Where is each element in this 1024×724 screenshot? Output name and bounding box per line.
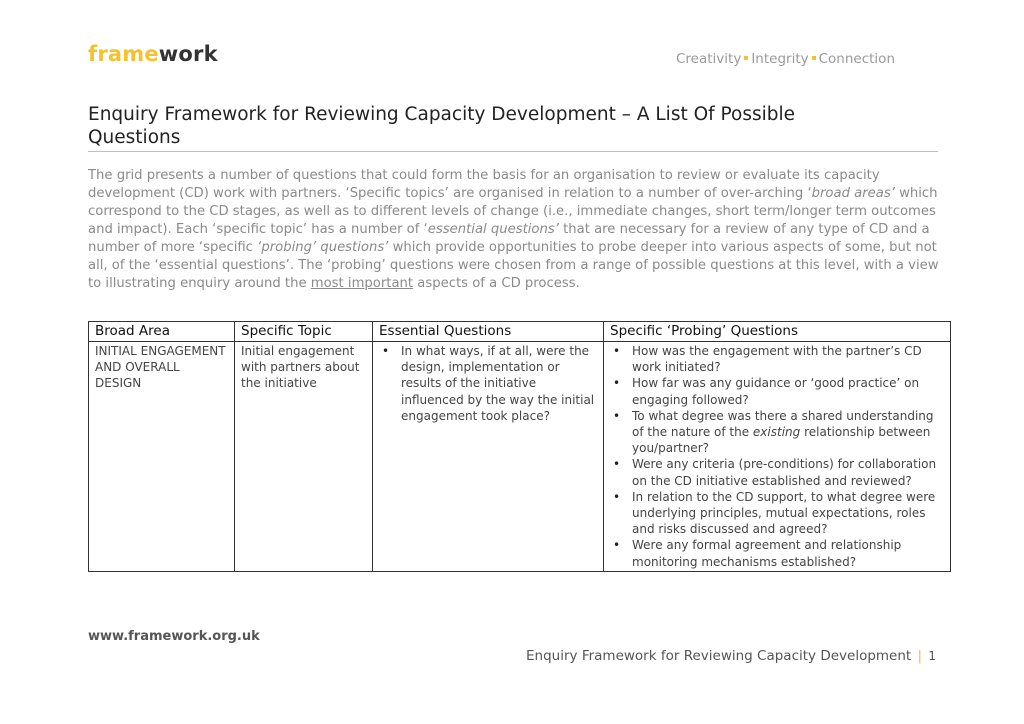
website-url: www.framework.org.uk	[88, 629, 260, 644]
intro-text: The grid presents a number of questions that could form the basis for an organisation to review or evaluate its capacity development (CD) work with partners. ‘Specific topics’ are organised in relation to a number of over-arching ‘	[88, 168, 880, 201]
tagline	[676, 51, 895, 67]
table-header-row	[89, 322, 951, 342]
intro-text: which provide opportunities to probe deeper into various aspects of some, but not all, of the ‘essential questions’. The ‘probing’ questions were chosen from a range of possible questions at this level, with a view to illustrating enquiry around the	[88, 240, 939, 291]
framework-logo	[88, 42, 218, 66]
page-footer	[526, 648, 936, 664]
bullet-square-icon	[744, 56, 748, 60]
essential-questions-list	[379, 343, 597, 424]
intro-emphasis: ‘probing’ questions’	[257, 240, 389, 255]
intro-text: aspects of a CD process.	[413, 276, 580, 291]
intro-underline: most important	[310, 276, 414, 291]
intro-text: that are necessary for a review of any type of CD and a number of more ‘specific	[88, 222, 930, 255]
tagline-creativity: Creativity	[675, 51, 742, 67]
intro-emphasis: broad areas’	[811, 186, 895, 201]
list-item: • How was the engagement with the partner’s CD work initiated?	[610, 343, 944, 375]
cell-specific-topic: Initial engagement with partners about the initiative	[235, 342, 373, 572]
table-row	[89, 342, 951, 572]
cell-essential-questions	[373, 342, 604, 572]
page-title: Enquiry Framework for Reviewing Capacity Development – A List Of Possible Questions	[88, 104, 796, 148]
intro-paragraph	[88, 167, 940, 293]
list-item: • In what ways, if at all, were the design, implementation or results of the initiative influenced by the way the initial engagement took place?	[379, 343, 597, 424]
header-specific-topic: Specific Topic	[235, 322, 373, 342]
list-item-text: relationship between you/partner?	[632, 425, 931, 456]
page-number: 1	[928, 649, 936, 663]
list-item: • How far was any guidance or ‘good practice’ on engaging followed?	[610, 375, 944, 407]
intro-text: which correspond to the CD stages, as well as to different levels of change (i.e., immediate changes, short term/longer term outcomes and impact). Each ‘specific topic’ has a number of ‘	[88, 186, 938, 237]
list-item-emphasis: existing	[752, 425, 801, 440]
footer-separator: |	[917, 648, 923, 664]
header-essential-questions: Essential Questions	[373, 322, 604, 342]
questions-table	[88, 321, 951, 572]
list-item: • Were any formal agreement and relationship monitoring mechanisms established?	[610, 537, 944, 569]
list-item	[610, 408, 944, 457]
logo-frame: frame	[88, 42, 159, 66]
footer-doc-title: Enquiry Framework for Reviewing Capacity Development	[526, 648, 912, 664]
tagline-integrity: Integrity	[751, 51, 809, 67]
title-divider	[88, 151, 938, 152]
list-item-text: To what degree was there a shared understanding of the nature of the	[632, 408, 934, 440]
header-broad-area: Broad Area	[89, 322, 235, 342]
header-probing-questions: Specific ‘Probing’ Questions	[604, 322, 951, 342]
cell-broad-area: INITIAL ENGAGEMENT AND OVERALL DESIGN	[89, 342, 235, 572]
intro-emphasis: essential questions’	[427, 222, 559, 237]
list-item: • In relation to the CD support, to what degree were underlying principles, mutual expectations, roles and risks discussed and agreed?	[610, 489, 944, 538]
logo-work: work	[158, 42, 218, 66]
list-item: • Were any criteria (pre-conditions) for collaboration on the CD initiative established and reviewed?	[610, 456, 944, 488]
probing-questions-list	[610, 343, 944, 570]
tagline-connection: Connection	[818, 51, 895, 67]
bullet-square-icon	[812, 56, 816, 60]
cell-probing-questions	[604, 342, 951, 572]
